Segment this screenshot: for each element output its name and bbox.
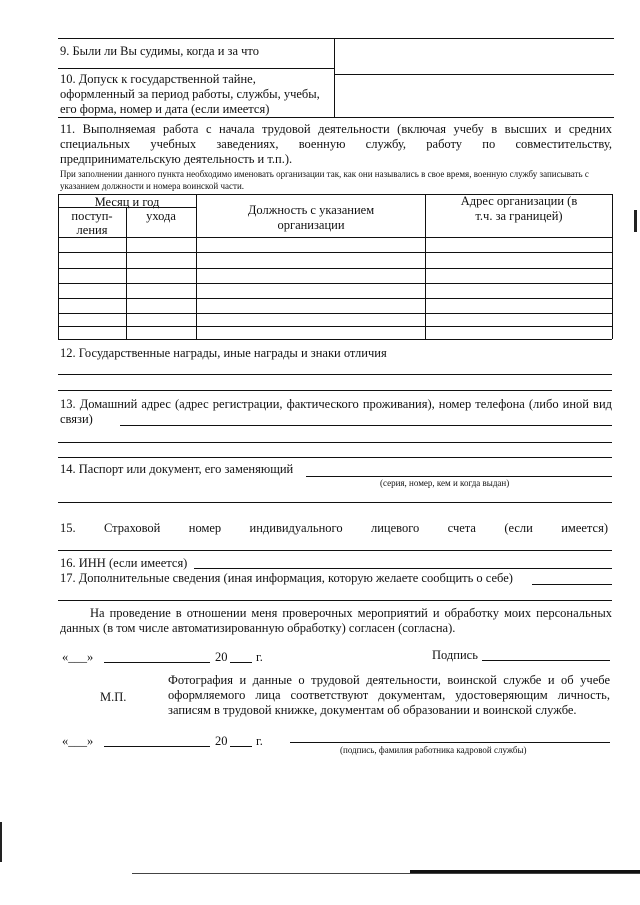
year-field-1[interactable] bbox=[230, 662, 252, 663]
q14-label: 14. Паспорт или документ, его заменяющий bbox=[60, 462, 294, 476]
col-end: ухода bbox=[146, 209, 176, 223]
day-blank-2[interactable]: ___ bbox=[68, 734, 87, 748]
month-field-1[interactable] bbox=[104, 662, 210, 663]
scan-edge-mark bbox=[634, 210, 637, 232]
date-line-2 bbox=[62, 734, 93, 749]
q12-label: 12. Государственные награды, иные награды и знаки отличия bbox=[60, 346, 387, 360]
q10-label: 10. Допуск к государственной тайне, оформленный за период работы, службы, учебы, его форма, номер и дата (если имеется) bbox=[60, 72, 320, 116]
col-start: поступ-ления bbox=[71, 209, 113, 237]
q13-line-3[interactable] bbox=[58, 457, 612, 458]
quote-open: « bbox=[62, 650, 69, 664]
q16-label: 16. ИНН (если имеется) bbox=[60, 556, 188, 570]
scan-edge-mark-2 bbox=[0, 822, 2, 862]
q15-label: 15. Страховой номер индивидуального лицевого счета (если имеется) bbox=[60, 521, 608, 535]
q17-line-2[interactable] bbox=[58, 600, 612, 601]
q15-line[interactable] bbox=[58, 550, 612, 551]
year-field-2[interactable] bbox=[230, 746, 252, 747]
col-address: Адрес организации (в т.ч. за границей) bbox=[460, 194, 578, 223]
q13-line-1[interactable] bbox=[120, 425, 612, 426]
q9-answer-field[interactable] bbox=[336, 40, 612, 72]
quote-close: » bbox=[87, 650, 94, 664]
q17-line-1[interactable] bbox=[532, 584, 612, 585]
q13-label: 13. Домашний адрес (адрес регистрации, фактического проживания), номер телефона (либо иной вид связи) bbox=[60, 397, 612, 426]
quote-open-2: « bbox=[62, 734, 69, 748]
q10-answer-field[interactable] bbox=[336, 76, 612, 116]
year-prefix-2: 20 bbox=[215, 734, 228, 748]
scan-bottom-line bbox=[132, 873, 640, 874]
year-suffix-1: г. bbox=[256, 650, 263, 664]
day-blank[interactable]: ___ bbox=[68, 650, 87, 664]
q14-line-2[interactable] bbox=[58, 502, 612, 503]
q12-line-2[interactable] bbox=[58, 390, 612, 391]
col-position: Должность с указанием организации bbox=[247, 203, 375, 232]
hr-signature-field[interactable] bbox=[290, 742, 610, 743]
signature-field[interactable] bbox=[482, 660, 610, 661]
year-suffix-2: г. bbox=[256, 734, 263, 748]
q16-line[interactable] bbox=[194, 568, 612, 569]
q14-hint: (серия, номер, кем и когда выдан) bbox=[380, 478, 510, 488]
q12-line-1[interactable] bbox=[58, 374, 612, 375]
year-prefix-1: 20 bbox=[215, 650, 228, 664]
q17-label: 17. Дополнительные сведения (иная информация, которую желаете сообщить о себе) bbox=[60, 571, 513, 585]
hr-signature-hint: (подпись, фамилия работника кадровой службы) bbox=[340, 745, 527, 755]
date-line-1 bbox=[62, 650, 93, 665]
q11-text: 11. Выполняемая работа с начала трудовой деятельности (включая учебу в высших и средних специальных учебных заведениях, военную службу, работу по совместительству, предпринимательскую деятельность и т.п.). bbox=[60, 122, 612, 166]
scan-bottom-bar bbox=[410, 870, 640, 873]
verification-text: Фотография и данные о трудовой деятельности, воинской службе и об учебе оформляемого лица соответствуют документам, удостоверяющим личность, записям в трудовой книжке, документам об образовании и воинской службе. bbox=[168, 673, 610, 717]
mp-label: М.П. bbox=[100, 690, 127, 704]
quote-close-2: » bbox=[87, 734, 94, 748]
q13-line-2[interactable] bbox=[58, 442, 612, 443]
q9-label: 9. Были ли Вы судимы, когда и за что bbox=[60, 44, 259, 58]
consent-text: На проведение в отношении меня проверочных мероприятий и обработку моих персональных данных (в том числе автоматизированную обработку) согласен (согласна). bbox=[60, 606, 612, 635]
month-field-2[interactable] bbox=[104, 746, 210, 747]
col-month-year: Месяц и год bbox=[94, 195, 160, 209]
signature-label: Подпись bbox=[432, 648, 478, 662]
q11-note: При заполнении данного пункта необходимо именовать организации так, как они назывались в свое время, военную службу записывать с указанием должности и номера воинской части. bbox=[60, 169, 589, 191]
